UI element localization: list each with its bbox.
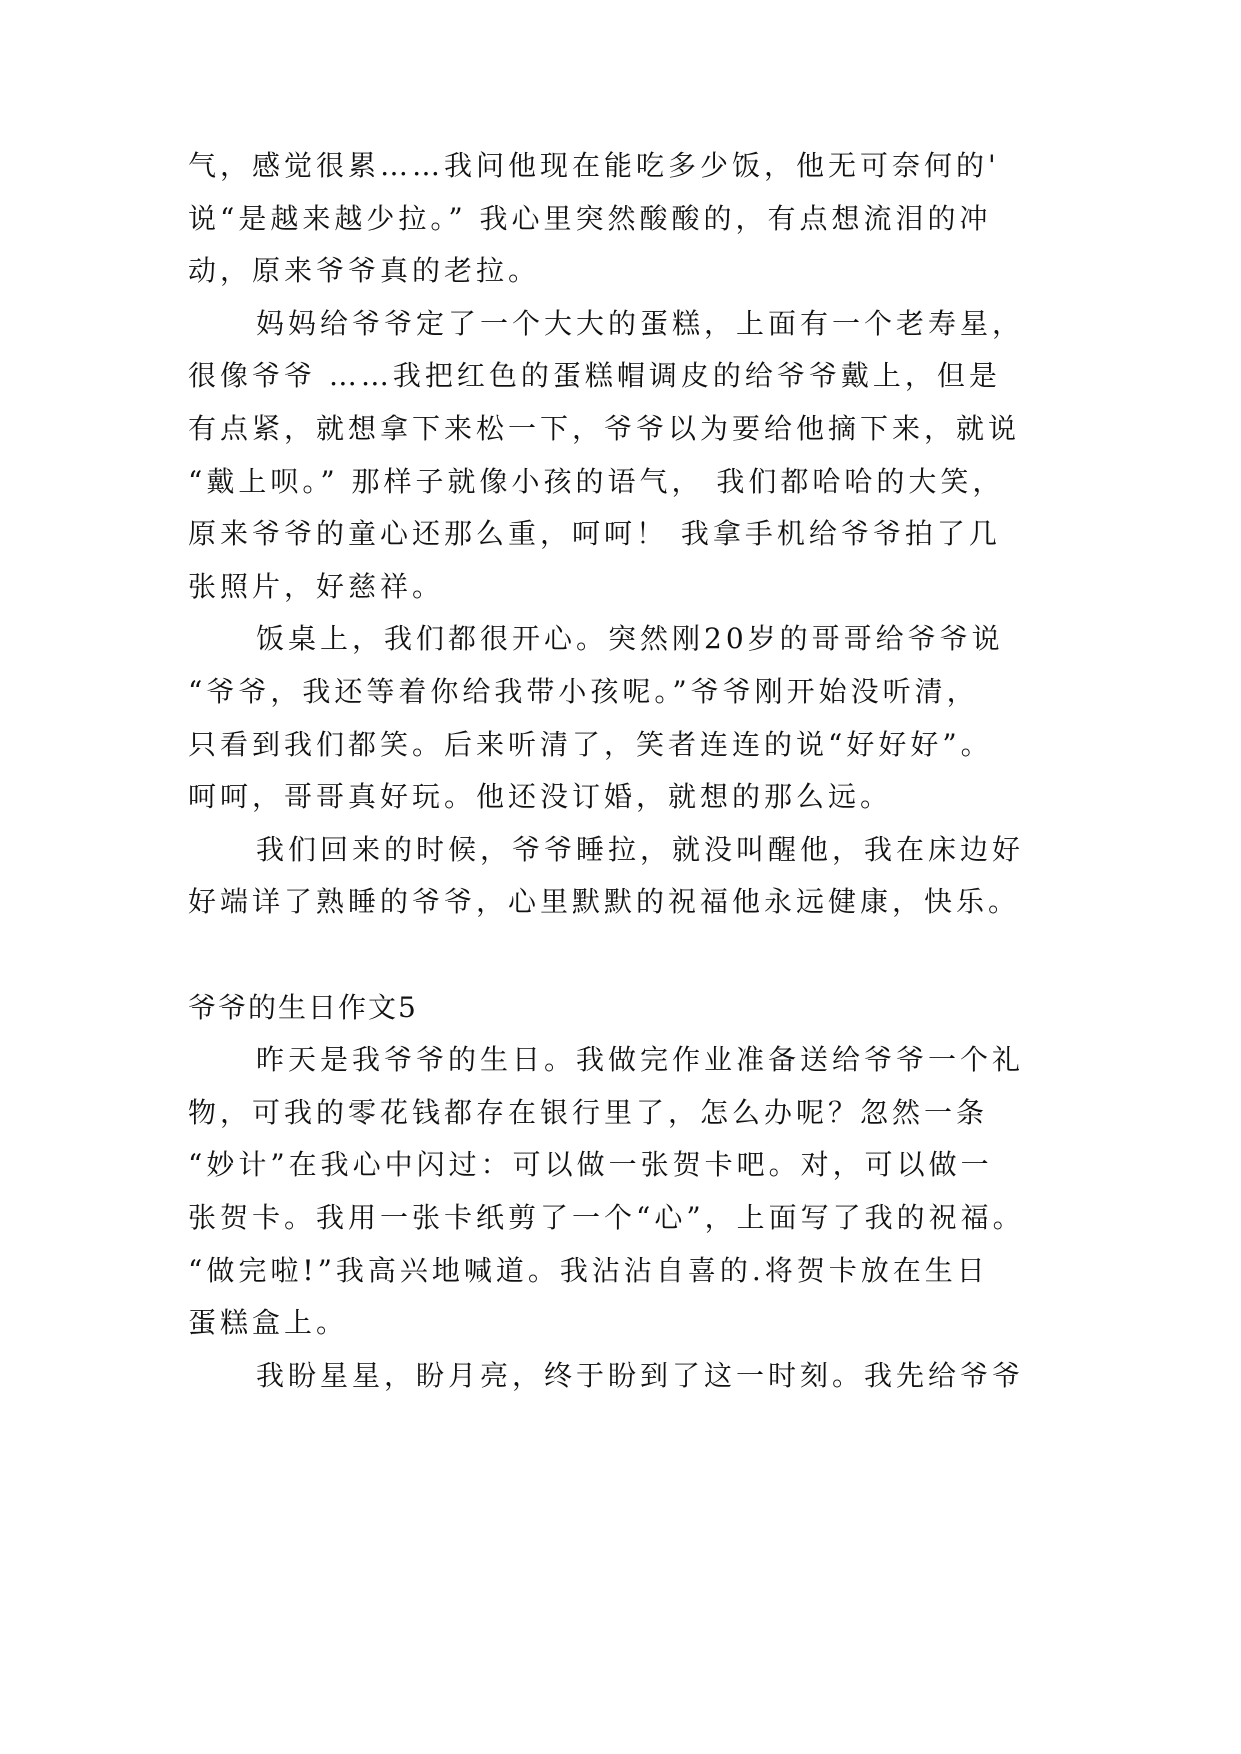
paragraph-line: 妈妈给爷爷定了一个大大的蛋糕，上面有一个老寿星，	[256, 307, 1025, 340]
paragraph-line: 呵呵，哥哥真好玩。他还没订婚，就想的那么远。	[188, 780, 893, 813]
paragraph-line: 说“是越来越少拉。” 我心里突然酸酸的，有点想流泪的冲	[188, 202, 992, 235]
paragraph-line: “爷爷，我还等着你给我带小孩呢。”爷爷刚开始没听清，	[188, 675, 979, 708]
section-heading: 爷爷的生日作文5	[188, 991, 418, 1024]
paragraph-line: 只看到我们都笑。后来听清了，笑者连连的说“好好好”。	[188, 728, 993, 761]
paragraph-line: 昨天是我爷爷的生日。我做完作业准备送给爷爷一个礼	[256, 1043, 1025, 1076]
paragraph-line: 我们回来的时候，爷爷睡拉，就没叫醒他，我在床边好	[256, 833, 1025, 866]
paragraph-line: 张贺卡。我用一张卡纸剪了一个“心”，上面写了我的祝福。	[188, 1201, 1025, 1234]
paragraph-line: “戴上呗。” 那样子就像小孩的语气， 我们都哈哈的大笑，	[188, 465, 1005, 498]
paragraph-line: 饭桌上，我们都很开心。突然刚20岁的哥哥给爷爷说	[256, 622, 1004, 655]
paragraph-line: 原来爷爷的童心还那么重，呵呵！ 我拿手机给爷爷拍了几	[188, 517, 1001, 550]
paragraph-line: “做完啦!”我高兴地喊道。我沾沾自喜的.将贺卡放在生日	[188, 1254, 989, 1287]
paragraph-line: “妙计”在我心中闪过：可以做一张贺卡吧。对，可以做一	[188, 1148, 993, 1181]
paragraph-line: 张照片，好慈祥。	[188, 570, 445, 603]
paragraph-line: 有点紧，就想拿下来松一下，爷爷以为要给他摘下来，就说	[188, 412, 1021, 445]
paragraph-line: 物，可我的零花钱都存在银行里了，怎么办呢？忽然一条	[188, 1096, 989, 1129]
paragraph-line: 气，感觉很累……我问他现在能吃多少饭，他无可奈何的'	[188, 149, 1000, 182]
paragraph-line: 很像爷爷 ……我把红色的蛋糕帽调皮的给爷爷戴上，但是	[188, 359, 1001, 392]
paragraph-line: 动，原来爷爷真的老拉。	[188, 254, 541, 287]
paragraph-line: 蛋糕盒上。	[188, 1306, 349, 1339]
paragraph-line: 好端详了熟睡的爷爷，心里默默的祝福他永远健康，快乐。	[188, 885, 1021, 918]
paragraph-line: 我盼星星，盼月亮，终于盼到了这一时刻。我先给爷爷	[256, 1359, 1025, 1392]
